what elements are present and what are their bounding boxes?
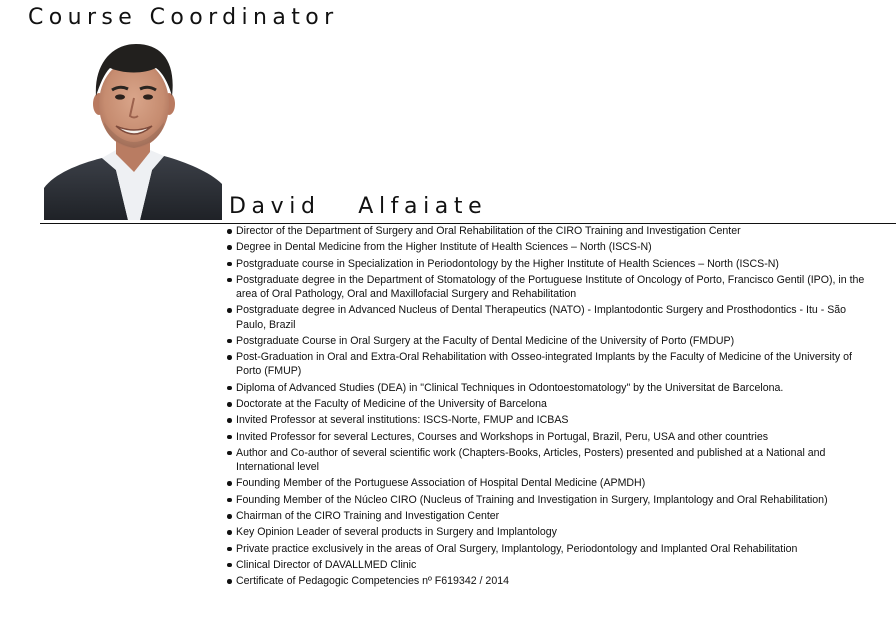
list-item: Chairman of the CIRO Training and Investigation Center <box>226 509 870 523</box>
list-item: Author and Co-author of several scientific work (Chapters-Books, Articles, Posters) presented and published at a National and International level <box>226 446 870 474</box>
list-item: Certificate of Pedagogic Competencies nº F619342 / 2014 <box>226 574 870 588</box>
coordinator-name: David Alfaiate <box>229 194 488 219</box>
list-item: Founding Member of the Portuguese Association of Hospital Dental Medicine (APMDH) <box>226 476 870 490</box>
list-item: Doctorate at the Faculty of Medicine of the University of Barcelona <box>226 397 870 411</box>
bio-list <box>226 224 870 590</box>
list-item: Invited Professor for several Lectures, Courses and Workshops in Portugal, Brazil, Peru, USA and other countries <box>226 430 870 444</box>
list-item: Key Opinion Leader of several products in Surgery and Implantology <box>226 525 870 539</box>
coordinator-photo <box>44 38 222 220</box>
list-item: Diploma of Advanced Studies (DEA) in "Clinical Techniques in Odontoestomatology" by the Universitat de Barcelona. <box>226 381 870 395</box>
list-item: Postgraduate Course in Oral Surgery at the Faculty of Dental Medicine of the University of Porto (FMDUP) <box>226 334 870 348</box>
page-title: Course Coordinator <box>28 5 339 30</box>
list-item: Degree in Dental Medicine from the Higher Institute of Health Sciences – North (ISCS-N) <box>226 240 870 254</box>
list-item: Post-Graduation in Oral and Extra-Oral Rehabilitation with Osseo-integrated Implants by the Faculty of Medicine of the University of Porto (FMUP) <box>226 350 870 378</box>
portrait-photo-icon <box>44 38 222 220</box>
list-item: Director of the Department of Surgery and Oral Rehabilitation of the CIRO Training and Investigation Center <box>226 224 870 238</box>
list-item: Postgraduate degree in the Department of Stomatology of the Portuguese Institute of Oncology of Porto, Francisco Gentil (IPO), in the area of Oral Pathology, Oral and Maxillofacial Surgery and Rehabilitation <box>226 273 870 301</box>
list-item: Postgraduate course in Specialization in Periodontology by the Higher Institute of Health Sciences – North (ISCS-N) <box>226 257 870 271</box>
list-item: Invited Professor at several institutions: ISCS-Norte, FMUP and ICBAS <box>226 413 870 427</box>
list-item: Founding Member of the Núcleo CIRO (Nucleus of Training and Investigation in Surgery, Implantology and Oral Rehabilitation) <box>226 493 870 507</box>
list-item: Clinical Director of DAVALLMED Clinic <box>226 558 870 572</box>
list-item: Postgraduate degree in Advanced Nucleus of Dental Therapeutics (NATO) - Implantodontic Surgery and Prosthodontics - Itu - São Paulo, Brazil <box>226 303 870 331</box>
list-item: Private practice exclusively in the areas of Oral Surgery, Implantology, Periodontology and Implanted Oral Rehabilitation <box>226 542 870 556</box>
